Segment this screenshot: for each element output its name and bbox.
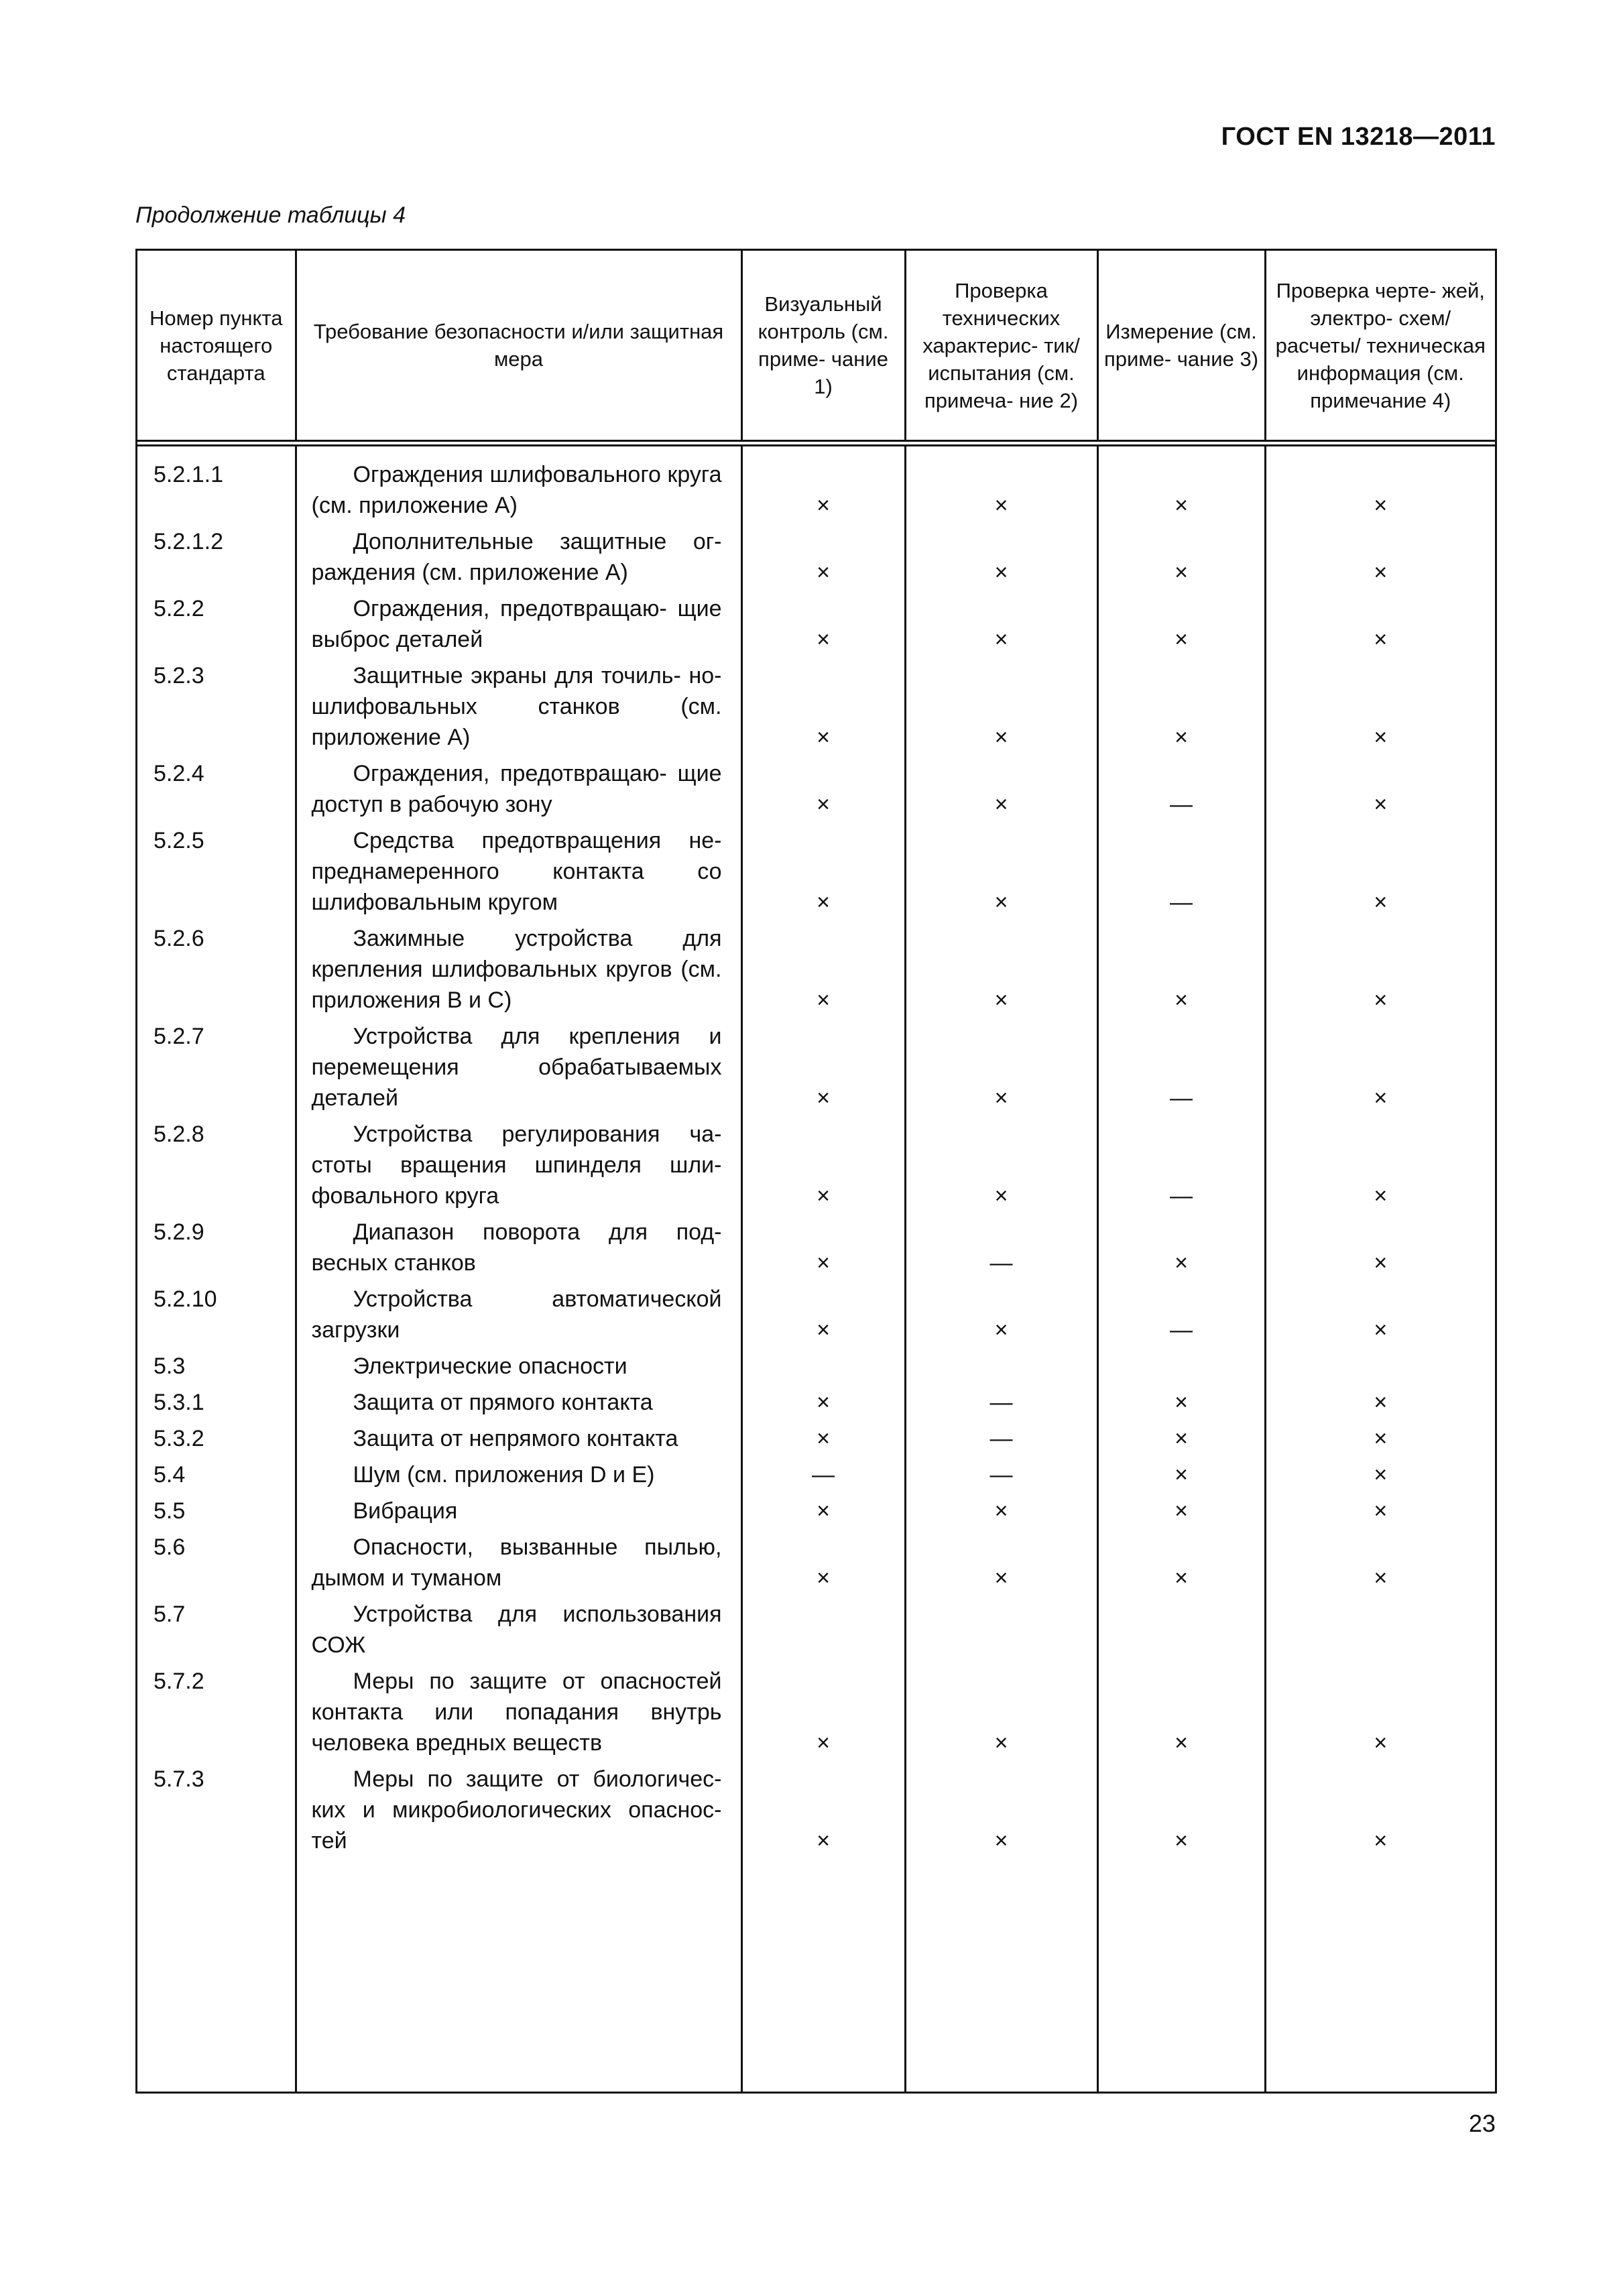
docs-mark: × (1265, 1211, 1495, 1278)
check-mark: × (905, 918, 1097, 1016)
column-header-check: Проверка технических характерис- тик/испытания (см. примеча- ние 2) (905, 251, 1097, 443)
requirement-text: Ограждения, предотвращаю- щие выброс деталей (296, 588, 741, 655)
measure-mark: × (1097, 1382, 1265, 1418)
docs-mark: × (1265, 820, 1495, 918)
clause-number: 5.6 (154, 1534, 186, 1560)
docs-mark: × (1265, 1660, 1495, 1758)
visual-mark: × (741, 454, 905, 521)
check-mark (905, 1345, 1097, 1382)
requirement-text: Ограждения шлифовального круга (см. приложение A) (296, 454, 741, 521)
visual-mark: × (741, 1526, 905, 1593)
check-mark: — (905, 1382, 1097, 1418)
check-mark: × (905, 588, 1097, 655)
column-header-visual: Визуальный контроль (см. приме- чание 1) (741, 251, 905, 443)
table-header-row (137, 251, 1495, 443)
docs-mark: × (1265, 655, 1495, 753)
spacer-cell (1097, 1856, 1265, 2092)
table-row (137, 1113, 1495, 1211)
clause-number: 5.5 (154, 1498, 186, 1524)
table-row (137, 1016, 1495, 1113)
spacer-cell (296, 1856, 741, 2092)
gap-cell (741, 443, 905, 454)
check-mark: — (905, 1454, 1097, 1490)
clause-number: 5.2.4 (154, 761, 204, 786)
gap-cell (1097, 443, 1265, 454)
table-row (137, 1418, 1495, 1454)
requirement-text: Устройства регулирования ча- стоты вращения шпинделя шли- фовального круга (296, 1113, 741, 1211)
visual-mark (741, 1593, 905, 1660)
visual-mark: — (741, 1454, 905, 1490)
clause-number: 5.2.6 (154, 926, 204, 951)
check-mark: — (905, 1211, 1097, 1278)
clause-number: 5.2.2 (154, 596, 204, 621)
table-row (137, 1454, 1495, 1490)
visual-mark: × (741, 1418, 905, 1454)
visual-mark: × (741, 521, 905, 588)
visual-mark: × (741, 1490, 905, 1526)
clause-number: 5.2.3 (154, 663, 204, 688)
check-mark: × (905, 820, 1097, 918)
clause-number: 5.3.2 (154, 1426, 204, 1451)
clause-number: 5.4 (154, 1462, 186, 1488)
clause-number: 5.3 (154, 1353, 186, 1379)
document-code: ГОСТ EN 13218—2011 (1221, 123, 1496, 151)
clause-number: 5.2.1.1 (154, 462, 223, 487)
measure-mark: — (1097, 1016, 1265, 1113)
table-row (137, 454, 1495, 521)
measure-mark: × (1097, 1758, 1265, 1856)
gap-cell (296, 443, 741, 454)
check-mark: × (905, 454, 1097, 521)
clause-number: 5.7.3 (154, 1766, 204, 1792)
visual-mark: × (741, 918, 905, 1016)
measure-mark: × (1097, 588, 1265, 655)
clause-number: 5.2.1.2 (154, 529, 223, 554)
column-header-measure: Измерение (см. приме- чание 3) (1097, 251, 1265, 443)
table-gap-row (137, 443, 1495, 454)
clause-number: 5.3.1 (154, 1390, 204, 1415)
table-row (137, 1278, 1495, 1345)
table-row (137, 1660, 1495, 1758)
gap-cell (137, 443, 296, 454)
docs-mark: × (1265, 1758, 1495, 1856)
measure-mark: — (1097, 820, 1265, 918)
check-mark (905, 1593, 1097, 1660)
visual-mark: × (741, 753, 905, 820)
docs-mark: × (1265, 1278, 1495, 1345)
requirement-text: Средства предотвращения не- преднамеренного контакта со шлифовальным кругом (296, 820, 741, 918)
requirement-text: Устройства автоматической загрузки (296, 1278, 741, 1345)
spacer-cell (905, 1856, 1097, 2092)
table-row (137, 1526, 1495, 1593)
spacer-cell (137, 1856, 296, 2092)
docs-mark (1265, 1593, 1495, 1660)
table-row (137, 753, 1495, 820)
check-mark: — (905, 1418, 1097, 1454)
visual-mark: × (741, 1758, 905, 1856)
visual-mark: × (741, 1016, 905, 1113)
table-bottom-spacer (137, 1856, 1495, 2092)
table-row (137, 521, 1495, 588)
docs-mark: × (1265, 753, 1495, 820)
check-mark: × (905, 1113, 1097, 1211)
requirement-text: Вибрация (296, 1490, 741, 1526)
requirement-text: Дополнительные защитные ог- раждения (см. приложение A) (296, 521, 741, 588)
column-header-number: Номер пункта настоящего стандарта (137, 251, 296, 443)
requirement-text: Защита от непрямого контакта (296, 1418, 741, 1454)
table-row (137, 1382, 1495, 1418)
column-header-docs: Проверка черте- жей, электро- схем/расчеты/ техническая информация (см. примечание 4) (1265, 251, 1495, 443)
docs-mark: × (1265, 521, 1495, 588)
page-number: 23 (1468, 2110, 1496, 2137)
docs-mark: × (1265, 1382, 1495, 1418)
clause-number: 5.7 (154, 1602, 186, 1627)
measure-mark: — (1097, 1113, 1265, 1211)
docs-mark: × (1265, 1418, 1495, 1454)
table-body (137, 443, 1495, 2092)
table-row (137, 588, 1495, 655)
visual-mark: × (741, 1211, 905, 1278)
docs-mark: × (1265, 588, 1495, 655)
requirement-text: Зажимные устройства для крепления шлифовальных кругов (см. приложения B и C) (296, 918, 741, 1016)
table-row (137, 1490, 1495, 1526)
docs-mark: × (1265, 1526, 1495, 1593)
measure-mark: × (1097, 918, 1265, 1016)
requirement-text: Электрические опасности (296, 1345, 741, 1382)
measure-mark: × (1097, 1526, 1265, 1593)
check-mark: × (905, 521, 1097, 588)
check-mark: × (905, 1758, 1097, 1856)
check-mark: × (905, 753, 1097, 820)
column-header-requirement: Требование безопасности и/или защитная мера (296, 251, 741, 443)
measure-mark: — (1097, 1278, 1265, 1345)
requirement-text: Устройства для использования СОЖ (296, 1593, 741, 1660)
requirement-text: Устройства для крепления и перемещения обрабатываемых деталей (296, 1016, 741, 1113)
visual-mark: × (741, 655, 905, 753)
clause-number: 5.2.7 (154, 1024, 204, 1049)
clause-number: 5.2.8 (154, 1122, 204, 1147)
measure-mark: — (1097, 753, 1265, 820)
docs-mark: × (1265, 918, 1495, 1016)
measure-mark (1097, 1593, 1265, 1660)
check-mark: × (905, 1278, 1097, 1345)
measure-mark: × (1097, 1660, 1265, 1758)
requirement-text: Меры по защите от биологичес- ких и микробиологических опаснос- тей (296, 1758, 741, 1856)
docs-mark: × (1265, 1113, 1495, 1211)
visual-mark: × (741, 820, 905, 918)
check-mark: × (905, 1660, 1097, 1758)
table-row (137, 820, 1495, 918)
docs-mark: × (1265, 454, 1495, 521)
requirements-table (135, 249, 1497, 2094)
visual-mark: × (741, 1660, 905, 1758)
requirement-text: Ограждения, предотвращаю- щие доступ в рабочую зону (296, 753, 741, 820)
visual-mark (741, 1345, 905, 1382)
measure-mark: × (1097, 454, 1265, 521)
gap-cell (1265, 443, 1495, 454)
requirement-text: Диапазон поворота для под- весных станков (296, 1211, 741, 1278)
measure-mark: × (1097, 1211, 1265, 1278)
check-mark: × (905, 1016, 1097, 1113)
visual-mark: × (741, 1113, 905, 1211)
requirement-text: Меры по защите от опасностей контакта или попадания внутрь человека вредных веществ (296, 1660, 741, 1758)
docs-mark: × (1265, 1490, 1495, 1526)
spacer-cell (1265, 1856, 1495, 2092)
clause-number: 5.2.10 (154, 1286, 217, 1312)
docs-mark: × (1265, 1454, 1495, 1490)
table-row (137, 655, 1495, 753)
measure-mark: × (1097, 655, 1265, 753)
table-row (137, 1758, 1495, 1856)
gap-cell (905, 443, 1097, 454)
clause-number: 5.2.5 (154, 828, 204, 853)
measure-mark: × (1097, 1490, 1265, 1526)
table-row (137, 1345, 1495, 1382)
clause-number: 5.2.9 (154, 1219, 204, 1245)
spacer-cell (741, 1856, 905, 2092)
requirement-text: Шум (см. приложения D и E) (296, 1454, 741, 1490)
measure-mark: × (1097, 1418, 1265, 1454)
requirement-text: Защитные экраны для точиль- но-шлифовальных станков (см. приложение A) (296, 655, 741, 753)
check-mark: × (905, 655, 1097, 753)
visual-mark: × (741, 588, 905, 655)
measure-mark: × (1097, 1454, 1265, 1490)
check-mark: × (905, 1526, 1097, 1593)
docs-mark: × (1265, 1016, 1495, 1113)
visual-mark: × (741, 1382, 905, 1418)
measure-mark: × (1097, 521, 1265, 588)
requirement-text: Опасности, вызванные пылью, дымом и туманом (296, 1526, 741, 1593)
table-row (137, 1593, 1495, 1660)
check-mark: × (905, 1490, 1097, 1526)
table-row (137, 918, 1495, 1016)
table-row (137, 1211, 1495, 1278)
measure-mark (1097, 1345, 1265, 1382)
visual-mark: × (741, 1278, 905, 1345)
clause-number: 5.7.2 (154, 1669, 204, 1694)
docs-mark (1265, 1345, 1495, 1382)
requirement-text: Защита от прямого контакта (296, 1382, 741, 1418)
table-caption: Продолжение таблицы 4 (135, 202, 406, 228)
